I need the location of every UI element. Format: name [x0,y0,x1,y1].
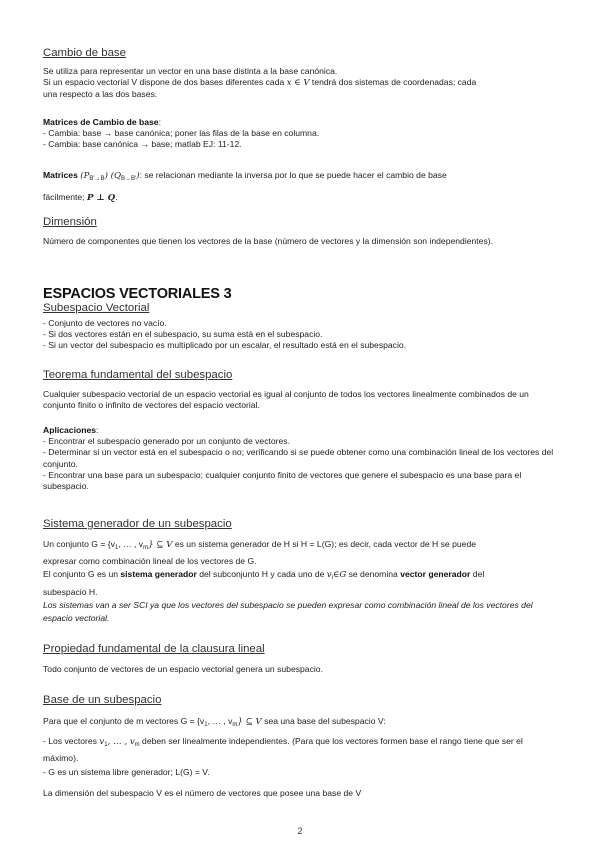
note: Los sistemas van a ser SCI ya que los vectores del subespacio se pueden expresar como combinación lineal de los vectores del espacio vectorial. [43,599,533,624]
paragraph: Un conjunto $G = \{v_1$, … , $v_m$} ⊆ V es un sistema generador de H si H = L(G); es decir, cada vector de H se puede [43,539,477,551]
paragraph: Matrices $(P_{B'\to B})$ $(Q_{B\to B'})$: se relacionan mediante la inversa por lo que se puede hacer el cambio de base [43,170,447,182]
section-title-subespacio: Subespacio Vectorial [43,302,150,314]
chapter-title: ESPACIOS VECTORIALES 3 [43,286,232,302]
list-item: - Encontrar el subespacio generado por un conjunto de vectores. [43,436,290,447]
list-item: - Si dos vectores están en el subespacio, su suma está en el subespacio. [43,329,323,340]
math-expression: x ∈ V [286,78,310,89]
paragraph: una respecto a las dos bases. [43,89,158,100]
section-title-dimension: Dimensión [43,216,97,228]
propiedad-body: Todo conjunto de vectores de un espacio vectorial genera un subespacio. [43,664,323,674]
paragraph: expresar como combinación lineal de los vectores de G. [43,556,257,567]
list-item: - Encontrar una base para un subespacio; cualquier conjunto finito de vectores que genere el subespacio es una base para el subespacio. [43,469,522,492]
paragraph: Se utiliza para representar un vector en una base distinta a la base canónica. [43,66,338,76]
matrices-relation [43,166,557,207]
paragraph: fácilmente; P ⊥ Q. [43,192,118,203]
paragraph: El conjunto G es un sistema generador del subconjunto H y cada uno de $v_i\in G$ se denomina vector generador del [43,569,485,582]
section-title-cambio-base: Cambio de base [43,47,126,59]
cambio-base-body [43,66,557,101]
section-title-base-subespacio: Base de un subespacio [43,694,162,706]
base-dimension-note: La dimensión del subespacio V es el número de vectores que posee una base de V [43,788,362,798]
section-title-sistema-generador: Sistema generador de un subespacio [43,518,232,530]
matrices-cambio-base [43,117,557,151]
teorema-body: Cualquier subespacio vectorial de un espacio vectorial es igual al conjunto de todos los vectores linealmente combinados de un conjunto finito o infinito de vectores del espacio vectorial. [43,389,529,411]
list-item: - Cambia: base canónica → base; matlab EJ: 11-12. [43,139,242,150]
aplicaciones [43,425,557,492]
paragraph: subespacio H. [43,586,98,597]
list-item: - Si un vector del subespacio es multiplicado por un escalar, el resultado está en el subespacio. [43,340,407,351]
paragraph: Para que el conjunto de m vectores $G = \{v_1$, … , $v_m$} ⊆ V sea una base del subespacio V: [43,716,386,728]
page-number: 2 [297,826,303,836]
list-item: - Determinar si un vector está en el subespacio o no; verificando si se puede obtener como una combinación lineal de los vectores del conjunto. [43,447,554,469]
base-subespacio-body [43,715,557,779]
list-item: - Conjunto de vectores no vacío. [43,318,167,328]
dimension-body: Número de componentes que tienen los vectores de la base (número de vectores y la dimensión son independientes). [43,236,494,246]
subespacio-list [43,318,557,352]
section-title-propiedad: Propiedad fundamental de la clausura lineal [43,643,265,655]
list-item: - G es un sistema libre generador; L(G) = V. [43,766,210,777]
paragraph: Si un espacio vectorial V dispone de dos bases diferentes cada x ∈ V tendrá dos sistemas de coordenadas; cada [43,77,477,89]
list-item: - Los vectores $v_1$, … , $v_m$ deben ser linealmente independientes. (Para que los vectores formen base el rango tiene que ser el máximo). [43,736,523,764]
list-item: - Cambia: base → base canónica; poner las filas de la base en columna. [43,128,320,139]
subheading: Matrices de Cambio de base: [43,117,161,127]
sistema-generador-body [43,538,557,625]
section-title-teorema: Teorema fundamental del subespacio [43,369,233,381]
subheading: Aplicaciones: [43,425,99,435]
